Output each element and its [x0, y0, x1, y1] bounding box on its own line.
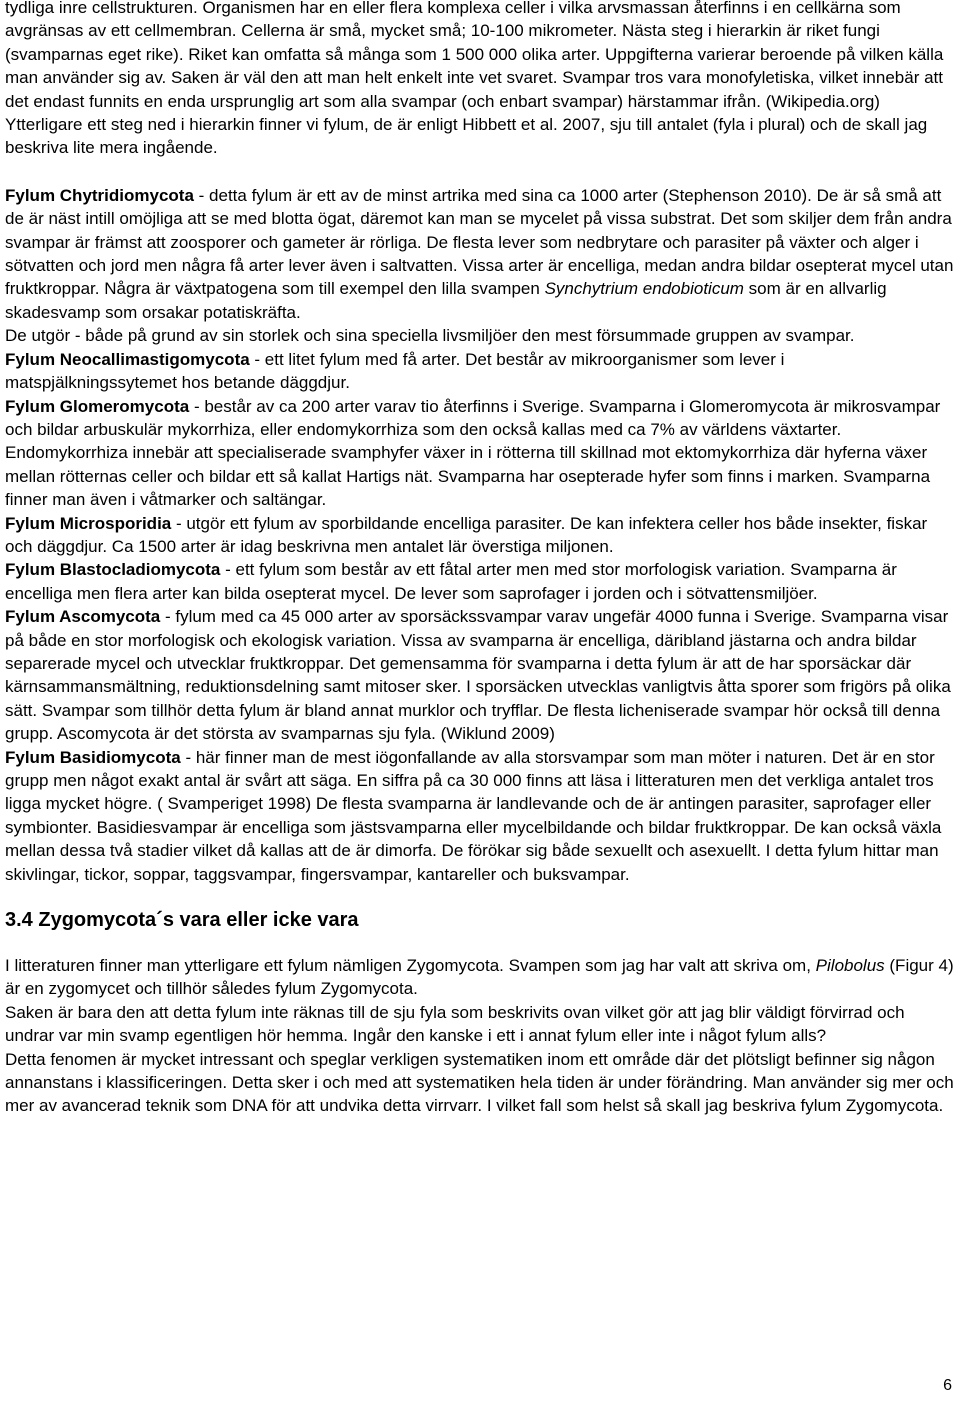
section-text: I litteraturen finner man ytterligare ett fylum nämligen Zygomycota. Svampen som jag har valt att skriva om, — [5, 956, 816, 976]
chytridiomycota-note: De utgör - både på grund av sin storlek och sina speciella livsmiljöer den mest försummade gruppen av svampar. — [5, 326, 855, 346]
page-number: 6 — [943, 1377, 952, 1394]
phylum-heading: Fylum Basidiomycota — [5, 747, 181, 767]
document-body — [5, 0, 957, 1118]
phylum-chytridiomycota — [5, 184, 957, 324]
phylum-text: - här finner man de mest iögonfallande av alla storsvampar som man möter i naturen. Det är en stor grupp men något exakt antal är svårt att säga. En siffra på ca 30 000 finns att läsa i litteraturen men det verkliga antalet tros ligga mycket högre. ( Svamperiget 1998) De flesta svamparna är landlevande och de är antingen parasiter, saprofager eller symbionter. Basidiesvampar är encelliga som jästsvamparna eller mycelbildande och bildar fruktkroppar. De kan också växla mellan dessa två stadier vilket då kallas att de är dimorfa. De förökar sig både sexuellt och asexuellt. I detta fylum hittar man skivlingar, tickor, soppar, taggsvampar, fingersvampar, kantareller och buksvampar. — [5, 747, 942, 884]
phylum-text: - utgör ett fylum av sporbildande encelliga parasiter. De kan infektera celler hos både insekter, fiskar och däggdjur. Ca 1500 arter är idag beskrivna men antalet lär överstiga miljonen. — [5, 513, 928, 556]
section-paragraph-1 — [5, 954, 957, 1001]
phylum-text: - detta fylum är ett av de minst artrika med sina ca 1000 arter (Stephenson 2010). De är så små att de är näst intill omöjliga att se med blotta ögat, däremot kan man se mycelet på vissa substrat. Det som skiljer dem från andra svampar är främst att zoosporer och gameter är rörliga. De flesta lever som nedbrytare och parasiter på växter och alger i sötvatten och jord men några få arter lever även i saltvatten. Vissa arter är encelliga, medan andra bildar osepterat mycel utan fruktkroppar. Några är växtpatogena som till exempel den lilla svampen — [5, 185, 954, 299]
phylum-heading: Fylum Microsporidia — [5, 513, 172, 533]
section-paragraph-3: Detta fenomen är mycket intressant och speglar verkligen systematiken inom ett område där det plötsligt befinner sig någon annanstans i klassificeringen. Detta sker i och med att systematiken hela tiden är under förändring. Man använder sig mer och mer av avancerad teknik som DNA för att undvika detta virrvarr. I vilket fall som helst så skall jag beskriva fylum Zygomycota. — [5, 1049, 954, 1116]
phylum-heading: Fylum Blastocladiomycota — [5, 560, 221, 580]
section-paragraph-2: Saken är bara den att detta fylum inte räknas till de sju fyla som beskrivits ovan vilket gör att jag blir väldigt förvirrad och undrar var min svamp egentligen hör hemma. Ingår den kanske i ett i annat fylum eller inte i något fylum alls? — [5, 1002, 905, 1046]
intro-paragraph: tydliga inre cellstrukturen. Organismen har en eller flera komplexa celler i vilka arvsmassan återfinns i en cellkärna som avgränsas av ett cellmembran. Cellerna är små, mycket små; 10-100 mikrometer. Nästa steg i hierarkin är riket fungi (svamparnas eget rike). Riket kan omfatta så många som 1 500 000 olika arter. Uppgifterna varierar beroende på vilken källa man använder sig av. Saken är väl den att man helt enkelt inte vet svaret. Svampar tros vara monofyletiska, vilket innebär att det endast funnits en enda ursprunglig art som alla svampar (och enbart svampar) härstammar ifrån. (Wikipedia.org) Ytterligare ett steg ned i hierarkin finner vi fylum, de är enligt Hibbett et al. 2007, sju till antalet (fyla i plural) och de skall jag beskriva lite mera ingående. — [5, 0, 944, 158]
phylum-heading: Fylum Ascomycota — [5, 607, 161, 627]
species-name: Synchytrium endobioticum — [544, 279, 744, 299]
phylum-text-continued: som är en allvarlig skadesvamp som orsakar potatiskräfta. — [5, 279, 887, 322]
phylum-blastocladiomycota — [5, 558, 957, 605]
section-text-continued: (Figur 4) är en zygomycet och tillhör således fylum Zygomycota. — [5, 956, 954, 999]
phylum-ascomycota — [5, 605, 957, 745]
phylum-microsporidia — [5, 512, 957, 559]
phylum-text: - består av ca 200 arter varav tio återfinns i Sverige. Svamparna i Glomeromycota är mikrosvampar och bildar arbuskulär mykorrhiza, eller endomykorrhiza som den också kallas med ca 7% av världens växtarter. Endomykorrhiza innebär att specialiserade svamphyfer växer in i rötterna till skillnad mot ektomykorrhiza där hyferna växer mellan rötternas celler och bildar ett så kallat Hartigs nät. Svamparna har osepterade hyfer som finns i marken. Svamparna finner man även i våtmarker och saltängar. — [5, 396, 941, 510]
phylum-heading: Fylum Glomeromycota — [5, 396, 190, 416]
species-name: Pilobolus — [815, 956, 885, 976]
phylum-heading: Fylum Chytridiomycota — [5, 185, 194, 205]
phylum-text: - ett fylum som består av ett fåtal arter men med stor morfologisk variation. Svamparna är encelliga men flera arter kan bilda osepterat mycel. De lever som saprofager i jorden och i sötvattensmiljöer. — [5, 560, 897, 603]
phylum-glomeromycota — [5, 395, 957, 512]
phylum-neocallimastigomycota — [5, 348, 957, 395]
phyla-list — [5, 184, 957, 886]
section-heading: 3.4 Zygomycota´s vara eller icke vara — [5, 909, 359, 932]
phylum-heading: Fylum Neocallimastigomycota — [5, 349, 250, 369]
phylum-text: - fylum med ca 45 000 arter av sporsäckssvampar varav ungefär 4000 funna i Sverige. Svamparna visar på både en stor morfologisk och ekologisk variation. Vissa av svamparna är encelliga, däribland jästarna och andra bildar separerade mycel och utvecklar fruktkroppar. Det gemensamma för svamparna i detta fylum är att de har sporsäckar där kärnsammansmältning, reduktionsdelning samt mitoser sker. I sporsäcken utvecklas vanligtvis åtta sporer som frigörs på olika sätt. Svampar som tillhör detta fylum är bland annat murklor och tryfflar. De flesta licheniserade svampar hör också till denna grupp. Ascomycota är det största av svamparnas sju fyla. (Wiklund 2009) — [5, 607, 951, 744]
phylum-text: - ett litet fylum med få arter. Det består av mikroorganismer som lever i matspjälkningssytemet hos betande däggdjur. — [5, 349, 785, 393]
phylum-basidiomycota — [5, 746, 957, 886]
